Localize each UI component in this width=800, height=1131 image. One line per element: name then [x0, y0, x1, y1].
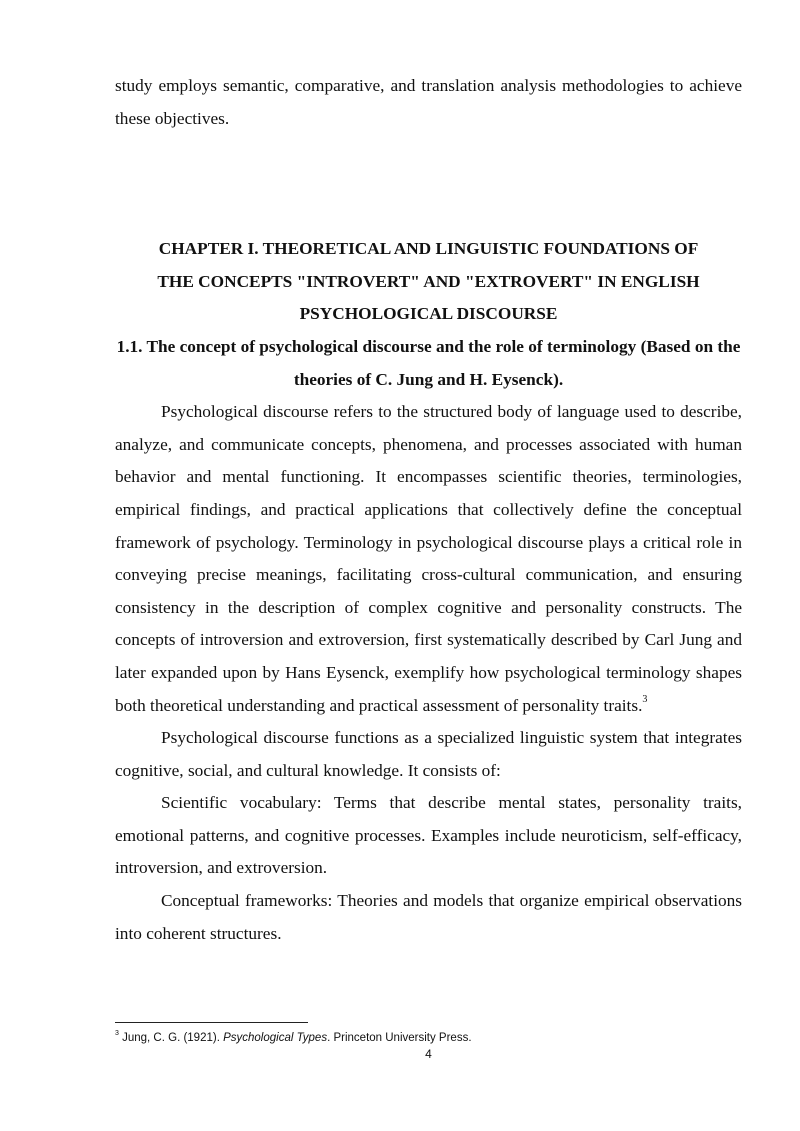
- footnote-divider: [115, 1022, 308, 1023]
- section-heading: 1.1. The concept of psychological discourse and the role of terminology (Based on the theories of C. Jung and H. Eysenck).: [116, 336, 741, 389]
- body-paragraph-2: Psychological discourse functions as a specialized linguistic system that integrates cognitive, social, and cultural knowledge. It consists of:: [115, 728, 742, 780]
- page-body: [115, 70, 742, 950]
- footnote-number: 3: [115, 1030, 119, 1038]
- body-paragraph-3: Scientific vocabulary: Terms that describe mental states, personality traits, emotional patterns, and cognitive processes. Examples include neuroticism, self-efficacy, introversion, and extroversion.: [115, 793, 742, 878]
- chapter-title-line-3: PSYCHOLOGICAL DISCOURSE: [299, 304, 558, 324]
- chapter-title: [115, 233, 742, 331]
- footnote-book-title: Psychological Types: [223, 1032, 328, 1044]
- page-number: 4: [425, 1047, 432, 1061]
- footnote-reference[interactable]: 3: [642, 693, 648, 705]
- footnote: [115, 1031, 742, 1046]
- footnote-text-before: Jung, C. G. (1921).: [118, 1032, 224, 1044]
- spacer: [115, 135, 742, 233]
- intro-paragraph: study employs semantic, comparative, and translation analysis methodologies to achieve these objectives.: [115, 76, 742, 128]
- chapter-title-line-1: CHAPTER I. THEORETICAL AND LINGUISTIC FOUNDATIONS OF: [158, 239, 699, 259]
- chapter-title-line-2: THE CONCEPTS "INTROVERT" AND "EXTROVERT" IN ENGLISH: [157, 271, 700, 291]
- body-paragraph-1: [115, 396, 742, 722]
- body-paragraph-4: Conceptual frameworks: Theories and models that organize empirical observations into coherent structures.: [115, 891, 742, 943]
- footnote-text-after: . Princeton University Press.: [327, 1032, 472, 1044]
- body-paragraph-1-text: Psychological discourse refers to the structured body of language used to describe, analyze, and communicate concepts, phenomena, and processes associated with human behavior and mental functioning. It encompasses scientific theories, terminologies, empirical findings, and practical applications that collectively define the conceptual framework of psychology. Terminology in psychological discourse plays a critical role in conveying precise meanings, facilitating cross-cultural communication, and ensuring consistency in the description of complex cognitive and personality constructs. The concepts of introversion and extroversion, first systematically described by Carl Jung and later expanded upon by Hans Eysenck, exemplify how psychological terminology shapes both theoretical understanding and practical assessment of personality traits.: [115, 402, 742, 715]
